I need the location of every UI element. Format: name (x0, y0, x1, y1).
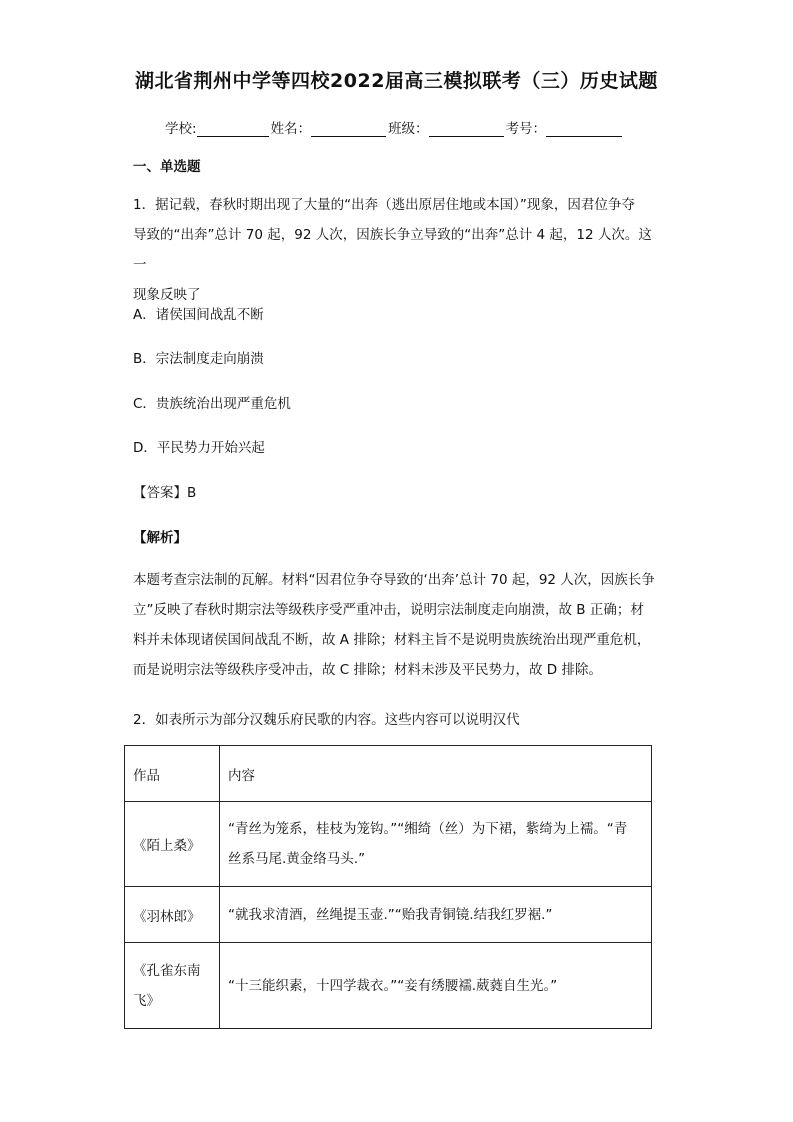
content-line: 丝系马尾.黄金络马头.” (228, 851, 366, 867)
analysis-line: 料并未体现诸侯国间战乱不断，故 A 排除；材料主旨不是说明贵族统治出现严重危机， (133, 632, 651, 648)
stem-line: 现象反映了 (133, 287, 201, 303)
content-line: “就我求清酒，丝绳提玉壶.”“贻我青铜镜.结我红罗裾.” (228, 906, 553, 923)
option-c: C．贵族统治出现严重危机 (133, 396, 291, 412)
class-label: 班级： (388, 121, 429, 137)
table-header-row (125, 746, 652, 802)
page-title: 湖北省荆州中学等四校2022届高三模拟联考（三）历史试题 (135, 70, 658, 92)
content-line: “青丝为笼系，桂枝为笼钩。”“缃绮（丝）为下裙，紫绮为上襦。“青 (228, 821, 628, 837)
content-cell (220, 887, 652, 943)
name-label: 姓名： (270, 121, 312, 137)
work-cell (125, 802, 220, 887)
option-b: B．宗法制度走向崩溃 (133, 351, 264, 367)
work-cell (125, 943, 220, 1029)
option-d: D．平民势力开始兴起 (133, 440, 265, 456)
answer-line: 【答案】B (133, 485, 197, 501)
class-blank[interactable] (429, 122, 504, 137)
stem-line: 1．据记载，春秋时期出现了大量的“出奔（逃出原居住地或本国）”现象，因君位争夺 (133, 197, 635, 213)
table-row (125, 802, 652, 887)
analysis-label: 【解析】 (133, 530, 187, 546)
stem-line: 导致的“出奔”总计 70 起，92 人次，因族长争立导致的“出奔”总计 4 起，12 人次。这一 (133, 227, 652, 273)
section-heading: 一、单选题 (133, 159, 201, 175)
question-2-stem: 2．如表所示为部分汉魏乐府民歌的内容。这些内容可以说明汉代 (133, 712, 520, 728)
question-1-stem (133, 190, 663, 310)
analysis-line: 本题考查宗法制的瓦解。材料“因君位争夺导致的‘出奔’总计 70 起，92 人次，因族长争 (133, 572, 655, 588)
table-row (125, 943, 652, 1029)
name-blank[interactable] (311, 122, 386, 137)
work-title: 《孔雀东南 (133, 962, 201, 979)
work-title: 《陌上桑》 (133, 838, 201, 854)
analysis-line: 立”反映了春秋时期宗法等级秩序受严重冲击，说明宗法制度走向崩溃，故 B 正确；材 (133, 602, 644, 618)
exam-number-blank[interactable] (546, 122, 622, 137)
content-cell (220, 802, 652, 887)
exam-number-label: 考号： (505, 121, 547, 137)
content-line: “十三能织素，十四学裁衣。”“妾有绣腰襦.葳蕤自生光。” (228, 977, 558, 994)
work-title: 飞》 (133, 992, 160, 1009)
header-cell-work: 作品 (125, 746, 220, 802)
work-cell (125, 887, 220, 943)
analysis-line: 而是说明宗法等级秩序受冲击，故 C 排除；材料未涉及平民势力，故 D 排除。 (133, 662, 602, 678)
poems-table (124, 745, 652, 1029)
student-info-line (165, 117, 624, 137)
work-title: 《羽林郎》 (133, 908, 201, 925)
analysis-text (133, 565, 663, 685)
option-a: A．诸侯国间战乱不断 (133, 307, 264, 323)
content-cell (220, 943, 652, 1029)
table-row (125, 887, 652, 943)
school-label: 学校: (165, 121, 197, 137)
school-blank[interactable] (197, 122, 269, 137)
header-cell-content: 内容 (220, 746, 652, 802)
